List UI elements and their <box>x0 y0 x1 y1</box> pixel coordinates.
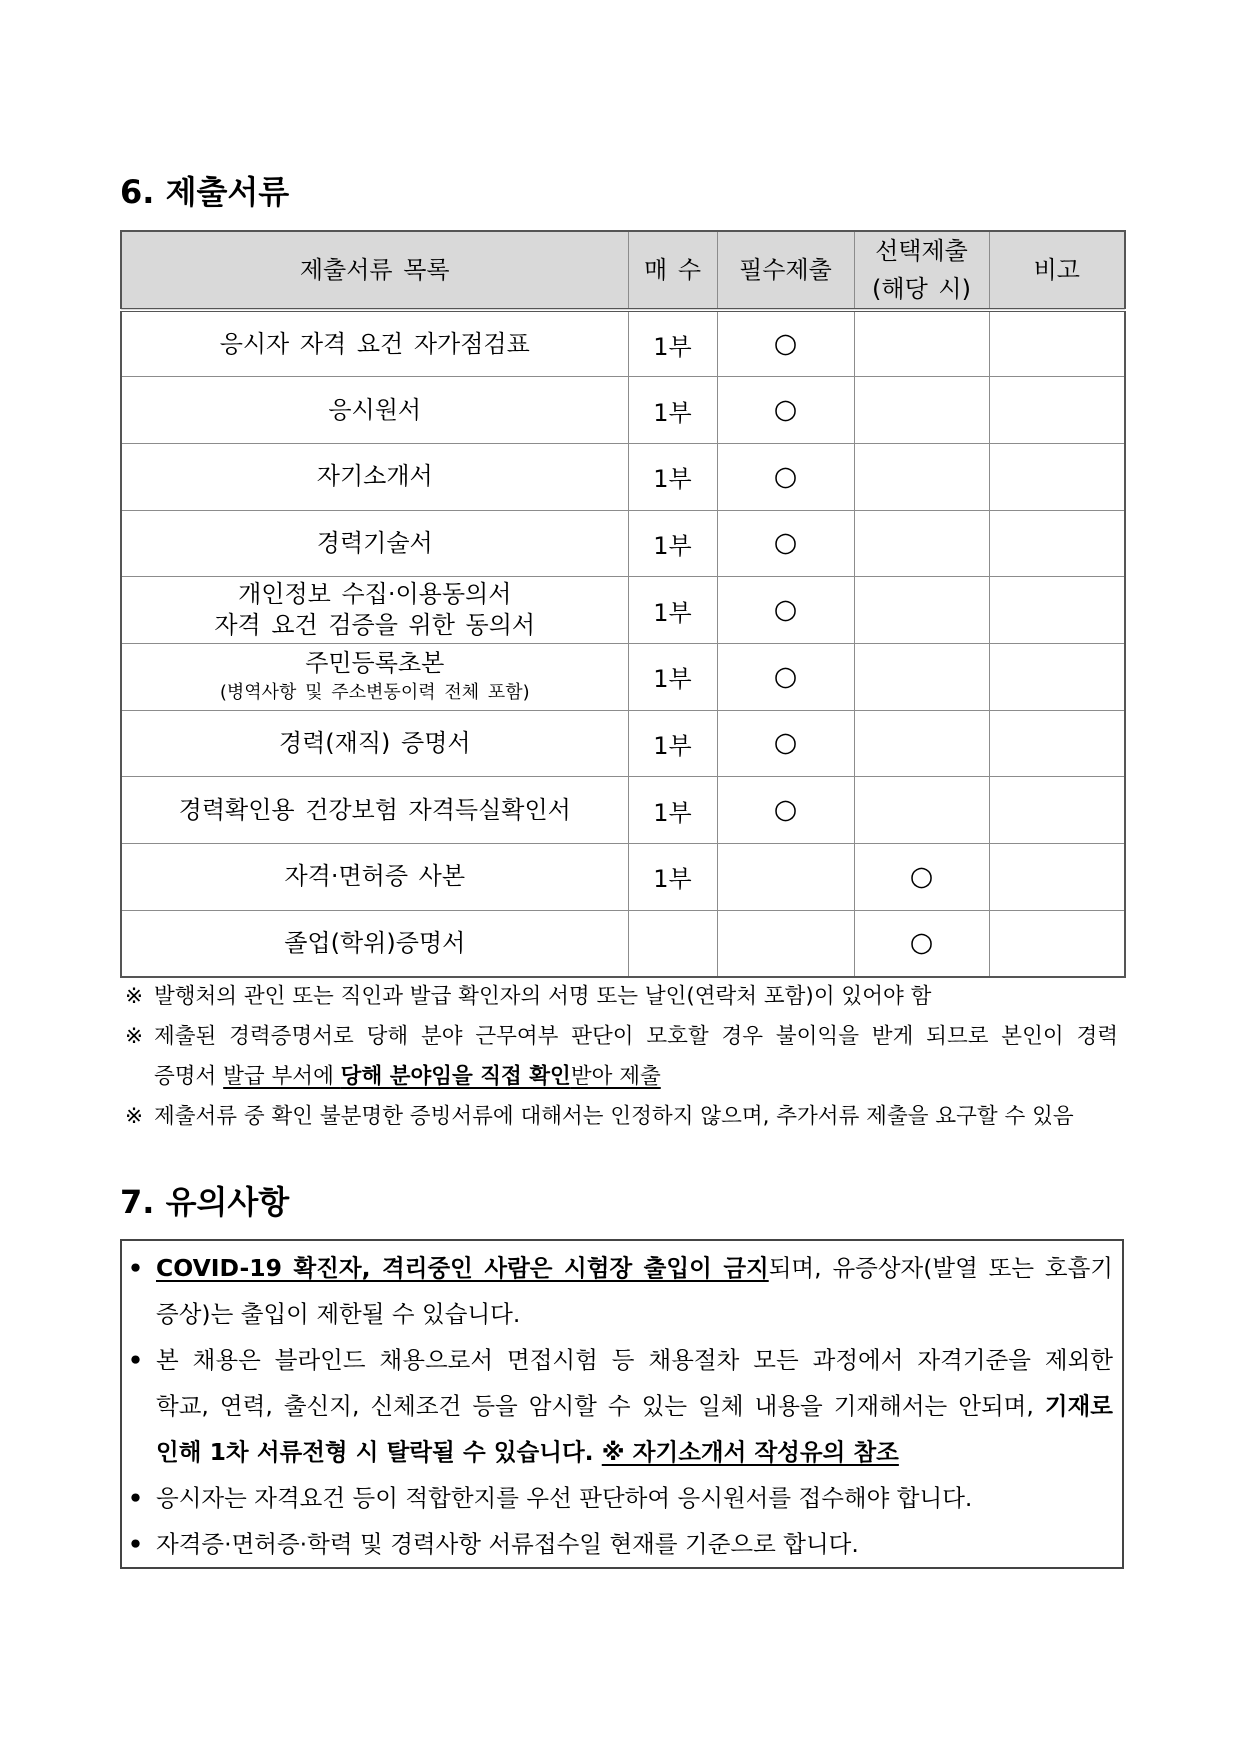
document-name-cell <box>121 910 628 977</box>
notice-reference-link: ※ 자기소개서 작성유의 참조 <box>601 1438 899 1466</box>
required-cell <box>717 577 854 644</box>
table-row <box>121 910 1125 977</box>
note-text: 제출서류 중 확인 불분명한 증빙서류에 대해서는 인정하지 않으며, 추가서류 제출을 요구할 수 있음 <box>154 1104 1074 1129</box>
table-row <box>121 443 1125 510</box>
count-cell: 1부 <box>628 777 717 844</box>
required-cell <box>717 910 854 977</box>
document-name: 개인정보 수집·이용동의서 <box>238 580 512 609</box>
document-name-cell <box>121 710 628 777</box>
notice-plain: 학교, 연력, 출신지, 신체조건 등을 암시할 수 있는 일체 내용을 기재해서는 안되며, <box>156 1392 1045 1420</box>
required-cell <box>717 643 854 710</box>
notes <box>125 977 1118 1137</box>
header-optional-line1: 선택제출 <box>875 237 968 265</box>
required-cell <box>717 510 854 577</box>
notice-line: 자격증·면허증·학력 및 경력사항 서류접수일 현재를 기준으로 합니다. <box>156 1530 859 1558</box>
table-row <box>121 710 1125 777</box>
required-circle-icon: ○ <box>773 594 798 626</box>
required-circle-icon: ○ <box>773 660 798 692</box>
notice-bold: 인해 1차 서류전형 시 탈락될 수 있습니다. <box>156 1438 602 1466</box>
remarks-cell <box>989 710 1125 777</box>
optional-cell <box>854 510 989 577</box>
note-mark: ※ <box>125 1104 144 1129</box>
count-cell: 1부 <box>628 310 717 377</box>
required-cell <box>717 310 854 377</box>
count-cell: 1부 <box>628 443 717 510</box>
required-cell <box>717 443 854 510</box>
optional-circle-icon: ○ <box>909 860 934 892</box>
note-body <box>154 1097 1118 1137</box>
notice-text <box>156 1521 1113 1567</box>
document-name-cell <box>121 577 628 644</box>
bullet-icon: • <box>128 1254 144 1282</box>
note-plain: 증명서 <box>154 1064 224 1089</box>
section-heading-notices: 7. 유의사항 <box>120 1183 290 1221</box>
table-row <box>121 777 1125 844</box>
document-name: 졸업(학위)증명서 <box>284 928 466 957</box>
document-name-cell <box>121 377 628 444</box>
note-body <box>154 977 1118 1017</box>
remarks-cell <box>989 643 1125 710</box>
notice-line <box>156 1383 1113 1429</box>
document-name-cell <box>121 777 628 844</box>
remarks-cell <box>989 844 1125 911</box>
required-circle-icon: ○ <box>773 394 798 426</box>
optional-cell <box>854 377 989 444</box>
remarks-cell <box>989 777 1125 844</box>
required-circle-icon: ○ <box>773 527 798 559</box>
remarks-cell <box>989 443 1125 510</box>
required-circle-icon: ○ <box>773 460 798 492</box>
document-name-cell <box>121 310 628 377</box>
optional-circle-icon: ○ <box>909 927 934 959</box>
document-name-cell <box>121 844 628 911</box>
document-name: 응시자 자격 요건 자가점검표 <box>219 329 530 358</box>
document-name: 자격 요건 검증을 위한 동의서 <box>214 611 536 640</box>
table-row <box>121 510 1125 577</box>
optional-cell <box>854 643 989 710</box>
optional-cell <box>854 777 989 844</box>
document-name: 응시원서 <box>328 395 422 424</box>
note-emphasis: 당해 분야임을 직접 확인 <box>340 1064 571 1089</box>
note-body <box>154 1017 1118 1097</box>
header-remarks: 비고 <box>989 231 1125 310</box>
document-name-cell <box>121 643 628 710</box>
notice-item <box>122 1245 1113 1337</box>
count-cell: 1부 <box>628 377 717 444</box>
note-mark: ※ <box>125 984 144 1009</box>
notice-text <box>156 1245 1113 1337</box>
notice-plain: 되며, 유증상자(발열 또는 호흡기 <box>768 1254 1113 1282</box>
header-count: 매 수 <box>628 231 717 310</box>
optional-cell <box>854 710 989 777</box>
notice-line: 증상)는 출입이 제한될 수 있습니다. <box>156 1300 521 1328</box>
remarks-cell <box>989 510 1125 577</box>
document-name: 자격·면허증 사본 <box>284 862 466 891</box>
notice-line: 본 채용은 블라인드 채용으로서 면접시험 등 채용절차 모든 과정에서 자격기준을 제외한 <box>156 1346 1113 1374</box>
document-name: 자기소개서 <box>316 462 433 491</box>
optional-cell <box>854 310 989 377</box>
notice-line <box>156 1245 1113 1291</box>
header-optional <box>854 231 989 310</box>
count-cell: 1부 <box>628 844 717 911</box>
table-row <box>121 377 1125 444</box>
note-text-line2 <box>154 1057 1118 1097</box>
table-row <box>121 577 1125 644</box>
optional-cell <box>854 910 989 977</box>
note-underline-end: 받아 제출 <box>570 1064 661 1089</box>
document-name: 경력(재직) 증명서 <box>278 728 471 757</box>
note-text: 제출된 경력증명서로 당해 분야 근무여부 판단이 모호할 경우 불이익을 받게 되므로 본인이 경력 <box>154 1024 1118 1049</box>
notice-text <box>156 1337 1113 1475</box>
note-mark: ※ <box>125 1024 144 1049</box>
document-name: 경력기술서 <box>316 528 433 557</box>
remarks-cell <box>989 910 1125 977</box>
remarks-cell <box>989 377 1125 444</box>
required-cell <box>717 377 854 444</box>
notice-line <box>156 1429 1113 1475</box>
note-text: 발행처의 관인 또는 직인과 발급 확인자의 서명 또는 날인(연락처 포함)이 있어야 함 <box>154 984 932 1009</box>
note-item <box>125 1017 1118 1097</box>
bullet-icon: • <box>128 1484 144 1512</box>
table-row <box>121 643 1125 710</box>
header-required: 필수제출 <box>717 231 854 310</box>
required-cell <box>717 710 854 777</box>
count-cell: 1부 <box>628 710 717 777</box>
document-name-cell <box>121 443 628 510</box>
bullet-icon: • <box>128 1530 144 1558</box>
bullet-icon: • <box>128 1346 144 1374</box>
required-cell <box>717 777 854 844</box>
count-cell: 1부 <box>628 577 717 644</box>
note-item <box>125 1097 1118 1137</box>
notice-item <box>122 1475 1113 1521</box>
count-cell <box>628 910 717 977</box>
document-name-note: (병역사항 및 주소변동이력 전체 포함) <box>219 681 530 703</box>
count-cell: 1부 <box>628 510 717 577</box>
notice-item <box>122 1337 1113 1475</box>
document-name: 주민등록초본 <box>305 648 445 677</box>
header-optional-line2: (해당 시) <box>872 275 971 303</box>
count-cell: 1부 <box>628 643 717 710</box>
notice-text <box>156 1475 1113 1521</box>
notice-box <box>120 1239 1124 1569</box>
required-circle-icon: ○ <box>773 328 798 360</box>
notice-item <box>122 1521 1113 1567</box>
notice-bold: 기재로 <box>1044 1392 1113 1420</box>
notice-line: 응시자는 자격요건 등이 적합한지를 우선 판단하여 응시원서를 접수해야 합니다. <box>156 1484 973 1512</box>
optional-cell <box>854 577 989 644</box>
remarks-cell <box>989 310 1125 377</box>
document-name-cell <box>121 510 628 577</box>
remarks-cell <box>989 577 1125 644</box>
optional-cell <box>854 844 989 911</box>
section-heading-documents: 6. 제출서류 <box>120 173 290 211</box>
header-item: 제출서류 목록 <box>121 231 628 310</box>
table-header-row <box>121 231 1125 310</box>
note-underline: 발급 부서에 <box>223 1064 341 1089</box>
optional-cell <box>854 443 989 510</box>
table-row <box>121 844 1125 911</box>
notice-emphasis: COVID-19 확진자, 격리중인 사람은 시험장 출입이 금지 <box>156 1254 769 1282</box>
documents-table <box>120 230 1126 978</box>
document-name: 경력확인용 건강보험 자격득실확인서 <box>178 795 571 824</box>
table-row <box>121 310 1125 377</box>
note-item <box>125 977 1118 1017</box>
required-circle-icon: ○ <box>773 727 798 759</box>
required-circle-icon: ○ <box>773 794 798 826</box>
required-cell <box>717 844 854 911</box>
